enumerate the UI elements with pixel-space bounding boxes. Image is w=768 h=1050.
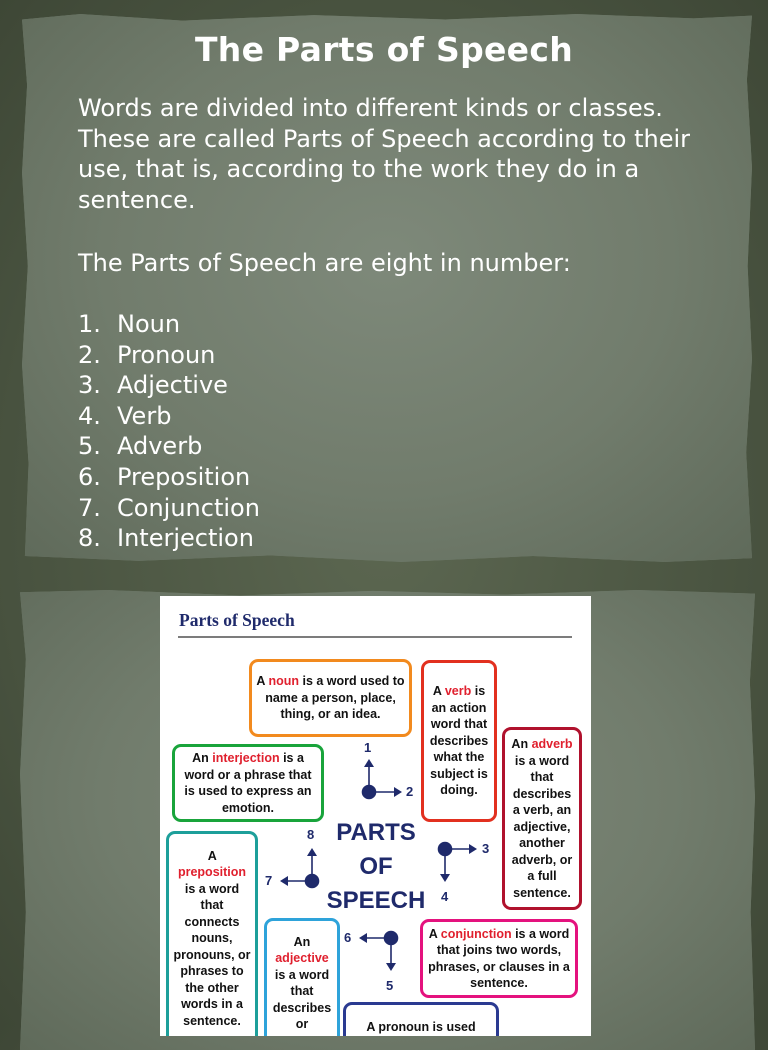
intro-paragraph: Words are divided into different kinds or classes. These are called Parts of Speech according to their use, that is, according to the work they do in a sentence. [78, 94, 690, 214]
list-label: Noun [117, 310, 181, 338]
parts-list [78, 309, 260, 554]
arrowhead-down-5 [386, 963, 396, 971]
list-item [78, 401, 260, 432]
direction-number-6: 6 [344, 930, 352, 945]
adjective-prefix: An [293, 934, 311, 949]
list-label: Preposition [117, 462, 251, 491]
conjunction-definition: is a word that joins two words, phrases, or clauses in a sentence. [428, 926, 570, 990]
direction-number-5: 5 [386, 978, 394, 993]
arrowhead-right-3 [469, 844, 477, 854]
arrowhead-down-4 [440, 874, 450, 882]
list-number: 5. [78, 432, 101, 461]
list-item [78, 431, 260, 462]
conjunction-keyword: conjunction [440, 926, 512, 941]
adverb-prefix: An [511, 737, 532, 751]
arrowhead-up-8 [307, 848, 317, 856]
arrowhead-right-2 [394, 787, 402, 797]
list-item [78, 370, 260, 401]
verb-prefix: A [432, 684, 445, 699]
preposition-keyword: preposition [177, 865, 247, 880]
count-line: The Parts of Speech are eight in number: [78, 249, 571, 277]
noun-definition: is a word used to name a person, place, thing, or an idea. [265, 674, 405, 722]
list-label: Adjective [117, 371, 228, 400]
noun-keyword: noun [268, 674, 299, 689]
list-label: Conjunction [117, 493, 260, 522]
arrowhead-up-1 [364, 759, 374, 767]
direction-arrows [160, 596, 591, 1036]
center-line-of: OF [359, 853, 393, 880]
preposition-prefix: A [207, 848, 217, 863]
arrowhead-left-6 [359, 933, 367, 943]
list-number: 6. [78, 462, 101, 491]
list-number: 3. [78, 371, 101, 400]
list-label: Pronoun [117, 340, 216, 369]
list-number: 8. [78, 524, 101, 553]
list-item [78, 309, 260, 340]
list-label: Verb [117, 401, 172, 430]
page-title: The Parts of Speech [194, 30, 574, 69]
verb-keyword: verb [444, 684, 472, 699]
preposition-definition: is a word that connects nouns, pronouns, or phrases to the other words in a sentence. [173, 881, 251, 1028]
poster-title: Parts of Speech [179, 610, 295, 630]
direction-number-4: 4 [441, 889, 449, 904]
list-number: 7. [78, 493, 101, 522]
list-label: Adverb [117, 432, 203, 461]
center-line-parts: PARTS [336, 819, 416, 846]
list-item [78, 340, 260, 371]
list-item [78, 523, 260, 554]
list-number: 4. [78, 401, 101, 430]
interjection-prefix: An [192, 751, 213, 765]
conjunction-prefix: A [428, 926, 441, 941]
arrowhead-left-7 [280, 876, 288, 886]
adjective-keyword: adjective [275, 951, 329, 965]
interjection-definition: is a word or a phrase that is used to express an emotion. [184, 751, 312, 815]
verb-definition: is an action word that describes what the subject is doing. [429, 684, 489, 798]
noun-prefix: A [256, 674, 269, 689]
direction-number-2: 2 [406, 784, 414, 799]
adverb-definition: is a word that describes a verb, an adjective, another adverb, or a full sentence. [511, 753, 573, 900]
direction-number-1: 1 [364, 740, 372, 755]
adverb-keyword: adverb [531, 737, 573, 751]
direction-number-3: 3 [482, 841, 490, 856]
list-label: Interjection [117, 524, 254, 553]
adjective-definition: is a word that describes or [272, 967, 332, 1031]
pronoun-definition-partial: A pronoun is used [366, 1020, 476, 1034]
list-number: 1. [78, 310, 101, 338]
center-line-speech: SPEECH [326, 887, 426, 914]
list-item [78, 462, 260, 493]
list-number: 2. [78, 340, 101, 369]
direction-number-7: 7 [265, 873, 273, 888]
parts-of-speech-poster [160, 596, 591, 1036]
direction-number-8: 8 [307, 827, 315, 842]
interjection-keyword: interjection [212, 751, 280, 765]
list-item [78, 493, 260, 524]
